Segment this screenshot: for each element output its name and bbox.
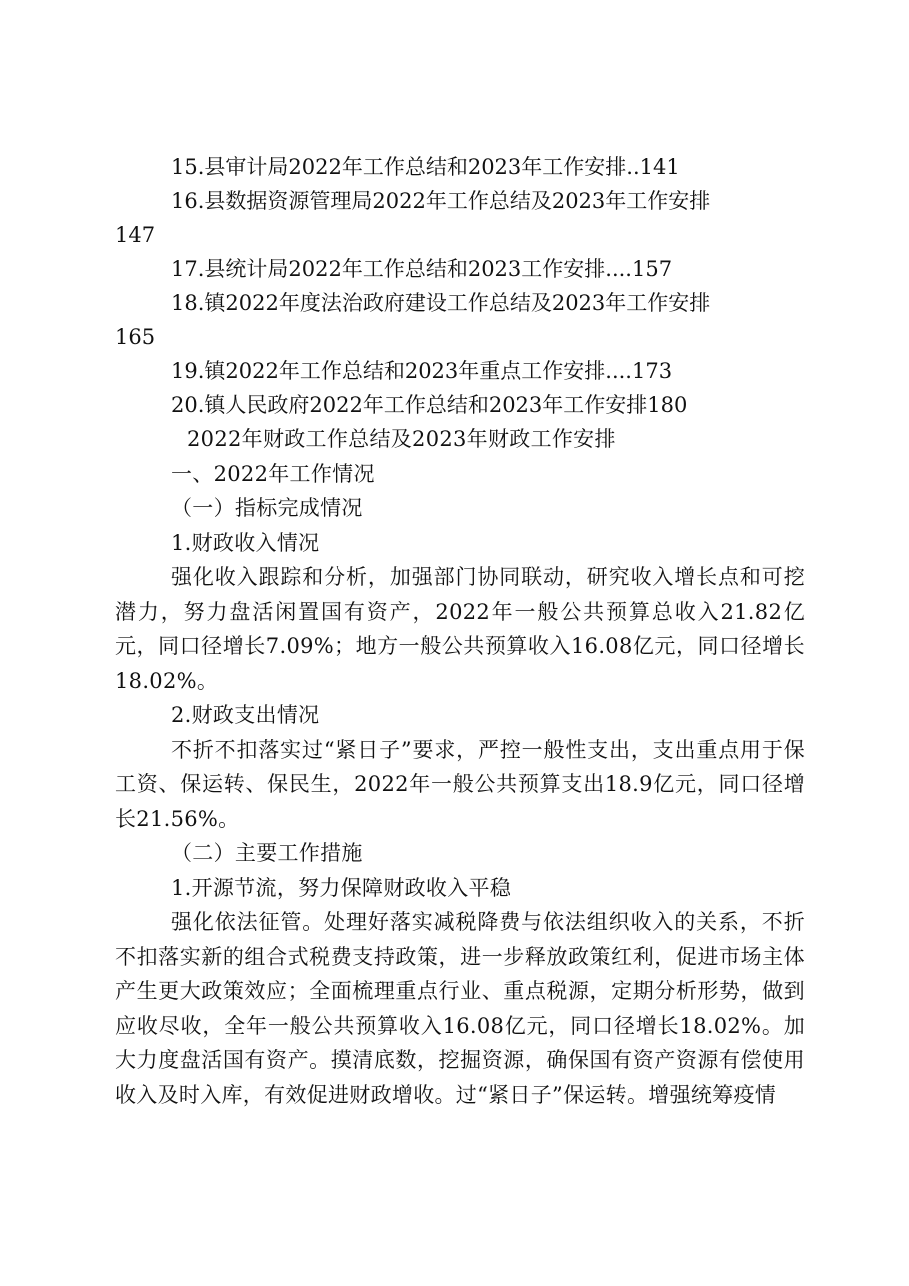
toc-entry-18-page: 165 (115, 325, 156, 349)
toc-entry-19: 19.镇2022年工作总结和2023年重点工作安排....173 (171, 359, 673, 383)
item-heading-3: 1.开源节流，努力保障财政收入平稳 (171, 875, 512, 900)
document-title: 2022年财政工作总结及2023年财政工作安排 (187, 427, 616, 451)
item-heading-2: 2.财政支出情况 (171, 703, 320, 727)
document-body (115, 422, 805, 1112)
item-heading-1: 1.财政收入情况 (171, 530, 320, 555)
subsection-heading-2: （二）主要工作措施 (171, 841, 363, 865)
table-of-contents (115, 150, 805, 422)
paragraph-revenue: 强化收入跟踪和分析，加强部门协同联动，研究收入增长点和可挖潜力，努力盘活闲置国有资产，2022年一般公共预算总收入21.82亿元，同口径增长7.09%；地方一般公共预算收入16.08亿元，同口径增长18.02%。 (115, 565, 805, 693)
toc-entry-20: 20.镇人民政府2022年工作总结和2023年工作安排180 (171, 393, 688, 417)
toc-entry-15: 15.县审计局2022年工作总结和2023年工作安排..141 (171, 155, 680, 179)
subsection-heading-1: （一）指标完成情况 (171, 496, 363, 520)
toc-entry-16: 16.县数据资源管理局2022年工作总结及2023年工作安排 (171, 189, 711, 213)
paragraph-expenditure: 不折不扣落实过“紧日子”要求，严控一般性支出，支出重点用于保工资、保运转、保民生，2022年一般公共预算支出18.9亿元，同口径增长21.56%。 (115, 737, 805, 831)
paragraph-measures: 强化依法征管。处理好落实减税降费与依法组织收入的关系，不折不扣落实新的组合式税费支持政策，进一步释放政策红利，促进市场主体产生更大政策效应；全面梳理重点行业、重点税源，定期分析形势，做到应收尽收，全年一般公共预算收入16.08亿元，同口径增长18.02%。加大力度盘活国有资产。摸清底数，挖掘资源，确保国有资产资源有偿使用收入及时入库，有效促进财政增收。过“紧日子”保运转。增强统筹疫情 (115, 910, 805, 1107)
toc-entry-17: 17.县统计局2022年工作总结和2023工作安排....157 (171, 257, 673, 281)
section-heading-1: 一、2022年工作情况 (171, 461, 375, 486)
toc-entry-18: 18.镇2022年度法治政府建设工作总结及2023年工作安排 (171, 291, 711, 315)
toc-entry-16-page: 147 (115, 223, 156, 247)
